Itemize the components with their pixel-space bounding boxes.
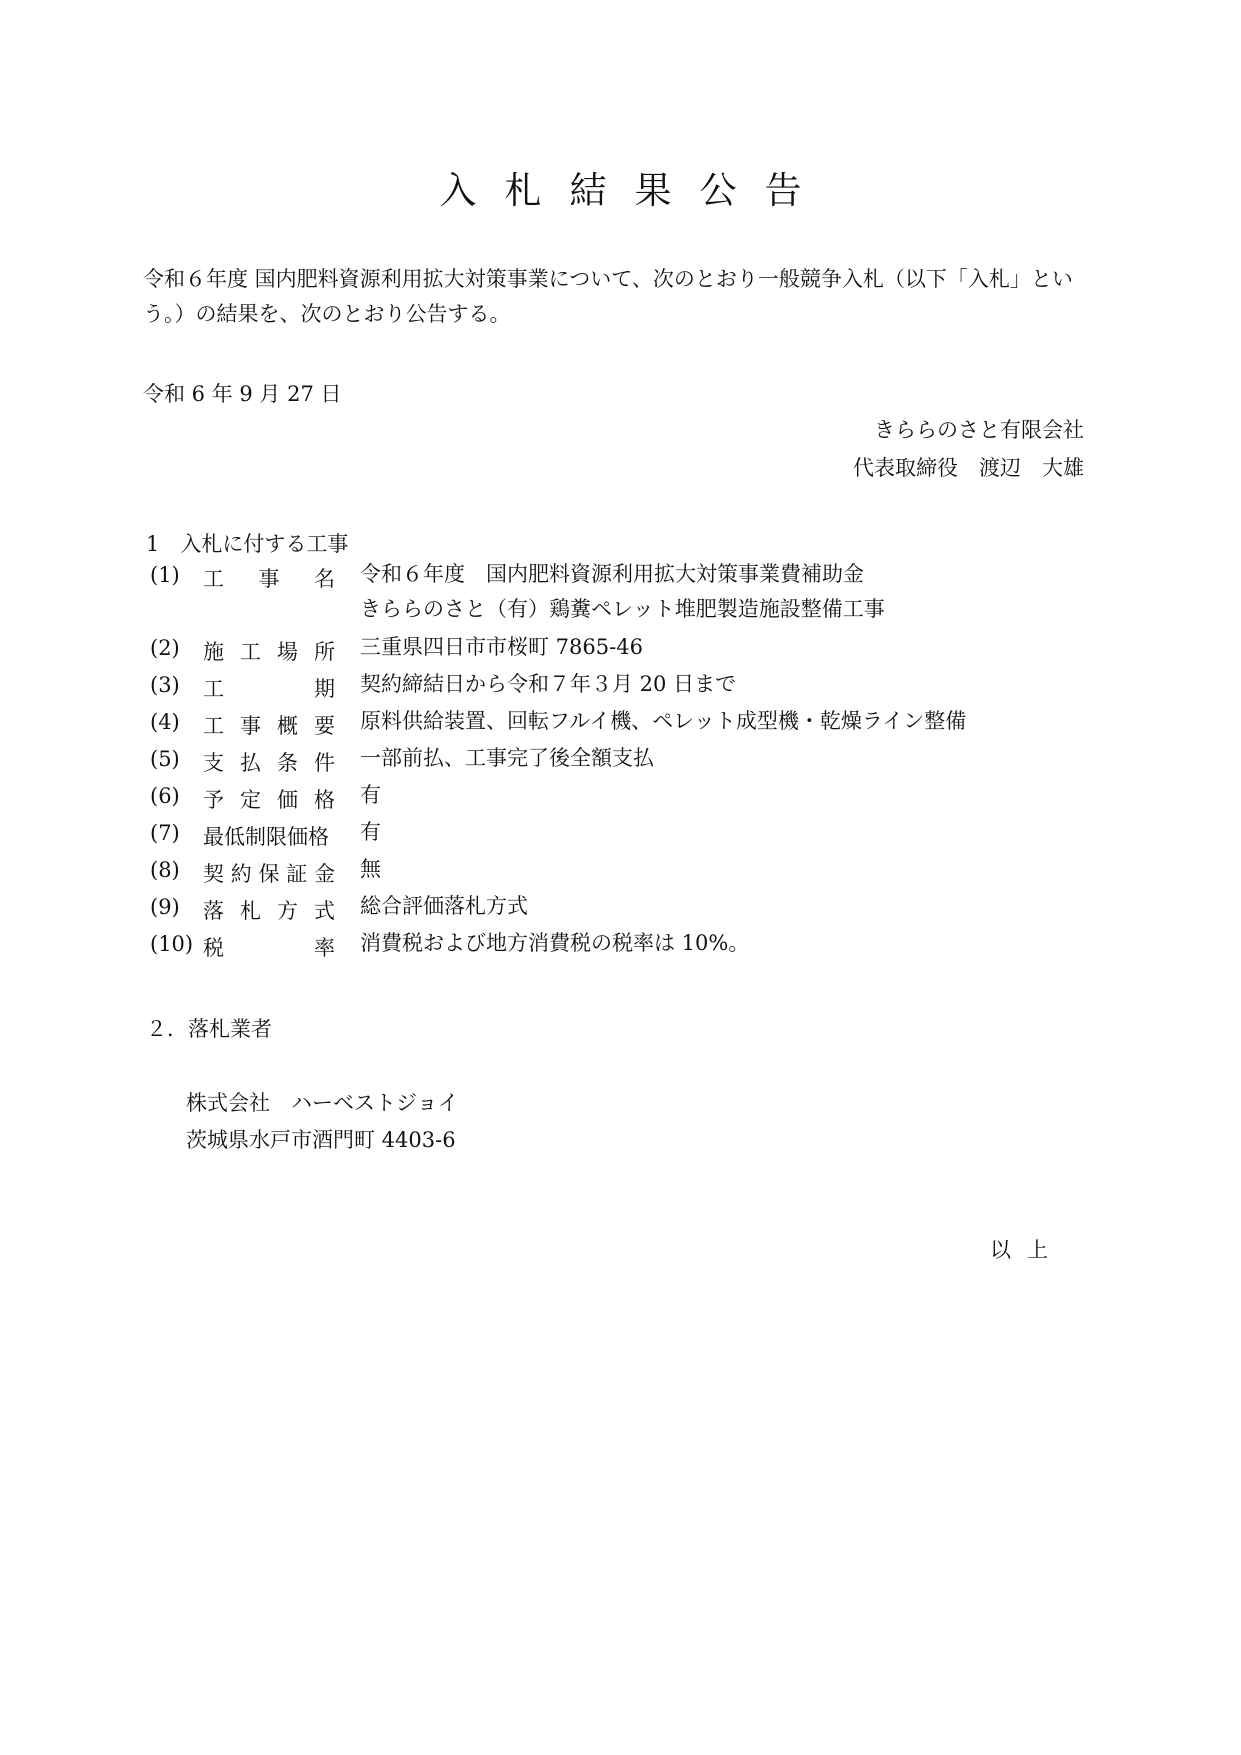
item-label-char: 施 [203,640,224,664]
notice-date: 令和 6 年 9 月 27 日 [143,382,342,406]
item-label [203,710,335,740]
item-label-char: 支 [203,751,224,775]
item-label-char: 式 [314,899,335,923]
item-label-char: 工 [240,640,261,664]
item-label-char: 概 [277,714,298,738]
item-number: (10) [150,932,194,956]
list-item [150,821,1110,858]
item-label-char: 格 [314,788,335,812]
item-label-char: 契 [203,862,224,886]
item-label-char: 場 [277,640,298,664]
item-label [203,858,335,888]
winning-bidder-name: 株式会社 ハーベストジョイ [186,1091,459,1115]
item-label-char: 保 [258,862,280,886]
item-label-char: 方 [277,899,298,923]
item-value: 有 [360,820,381,844]
item-number: (4) [150,710,180,734]
list-item [150,858,1110,895]
section2-heading: ２．落札業者 [146,1017,272,1041]
item-value: 一部前払、工事完了後全額支払 [360,746,654,770]
item-number: (7) [150,821,180,845]
item-value: 無 [360,857,381,881]
item-number: (6) [150,784,180,808]
item-label-char: 期 [314,677,335,701]
item-label-char: 事 [240,714,261,738]
intro-paragraph: 令和６年度 国内肥料資源利用拡大対策事業について、次のとおり一般競争入札（以下「入札」という。）の結果を、次のとおり公告する。 [143,267,1073,326]
item-value: 三重県四日市市桜町 7865-46 [360,635,643,659]
project-details-list [150,563,1110,969]
item-label [203,821,335,851]
item-value: 令和６年度 国内肥料資源利用拡大対策事業費補助金 きららのさと（有）鶏糞ペレット堆肥製造施設整備工事 [360,562,885,621]
item-label [203,673,335,703]
item-label-char: 札 [240,899,261,923]
closing-mark: 以上 [990,1238,1064,1262]
item-label [203,784,335,814]
item-label-char: 金 [314,862,335,886]
item-number: (8) [150,858,180,882]
item-value: 原料供給装置、回転フルイ機、ペレット成型機・乾燥ライン整備 [360,709,967,733]
item-label-char: 条 [277,751,298,775]
section1-heading: 1 入札に付する工事 [146,532,349,556]
document-title: 入札結果公告 [439,169,830,212]
list-item [150,932,1110,969]
item-label [203,563,335,593]
item-label-char: 落 [203,899,224,923]
item-value: 消費税および地方消費税の税率は 10%。 [360,931,750,955]
item-value: 総合評価落札方式 [360,894,528,918]
list-item [150,747,1110,784]
item-label-char: 価 [277,788,298,812]
winning-bidder-address: 茨城県水戸市酒門町 4403-6 [186,1128,456,1152]
item-label [203,636,335,666]
item-number: (3) [150,673,180,697]
item-label-char: 約 [230,862,252,886]
item-label-char: 払 [240,751,261,775]
item-number: (9) [150,895,180,919]
item-label-char: 工 [203,677,224,701]
item-label-char: 名 [314,567,335,591]
item-value: 契約締結日から令和７年３月 20 日まで [360,672,737,696]
item-label [203,932,335,962]
item-label-char: 最低制限価格 [203,825,329,849]
item-label-char: 事 [258,567,280,591]
item-label-char: 税 [203,936,224,960]
item-label-char: 要 [314,714,335,738]
item-value: 有 [360,783,381,807]
item-label-char: 件 [314,751,335,775]
issuer-representative: 代表取締役 渡辺 大雄 [853,456,1084,480]
item-label-char: 工 [203,714,224,738]
item-label-char: 工 [203,567,224,591]
item-number: (5) [150,747,180,771]
item-number: (1) [150,563,180,587]
item-label-char: 予 [203,788,224,812]
item-number: (2) [150,636,180,660]
list-item [150,784,1110,821]
item-label [203,895,335,925]
item-label-char: 定 [240,788,261,812]
item-label-char: 証 [286,862,308,886]
list-item [150,563,1110,636]
item-label [203,747,335,777]
item-label-char: 所 [314,640,335,664]
item-label-char: 率 [314,936,335,960]
issuer-company: きららのさと有限会社 [874,418,1084,442]
